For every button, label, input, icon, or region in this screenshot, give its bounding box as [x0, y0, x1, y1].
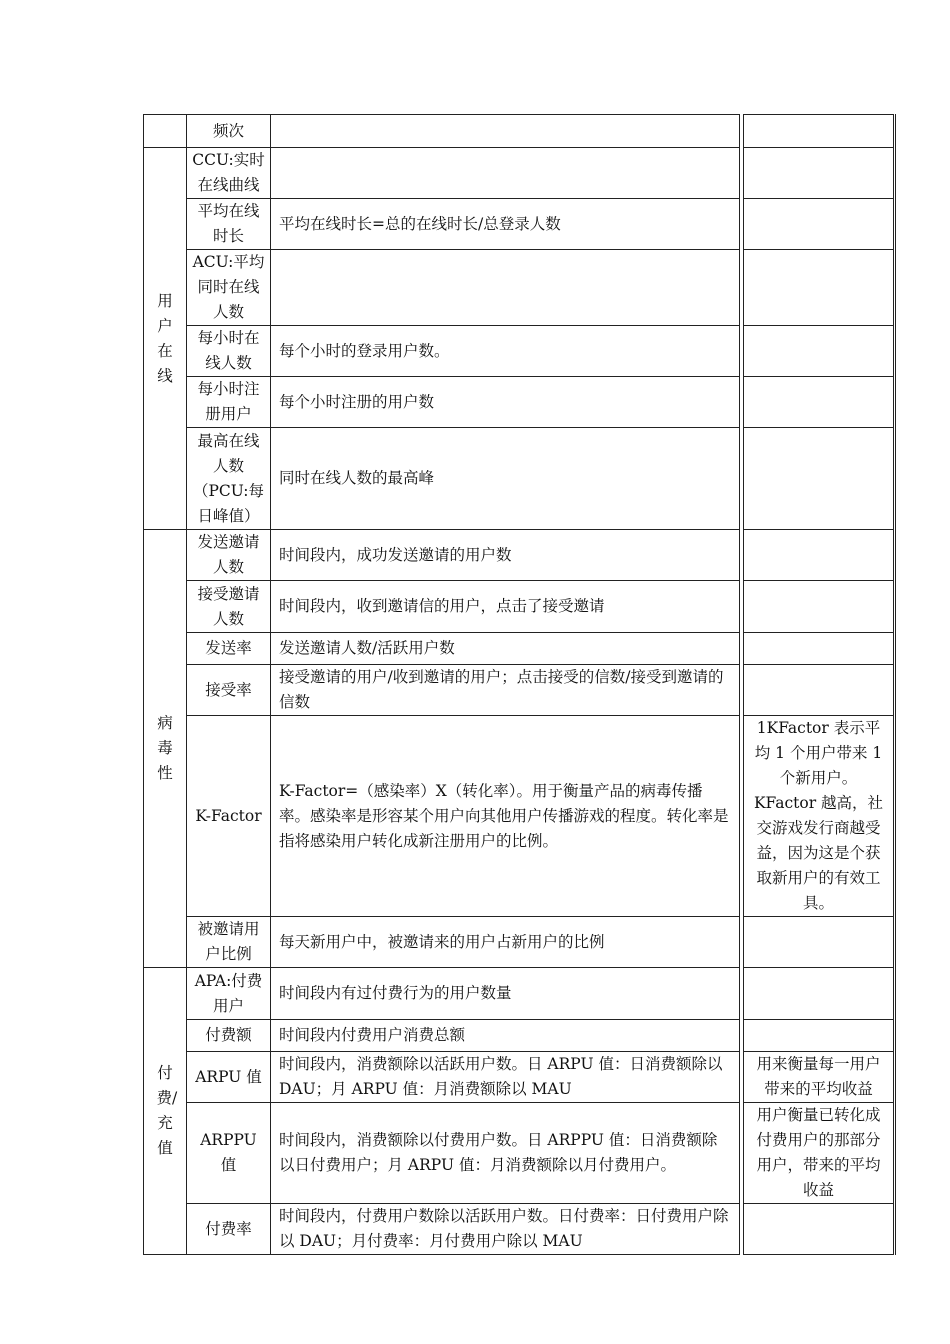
metric-name: 接受邀请人数	[187, 581, 271, 633]
metric-note	[744, 326, 895, 377]
metric-definition: 时间段内，消费额除以付费用户数。日 ARPPU 值：日消费额除以日付费用户；月 ARPU 值：月消费额除以月付费用户。	[271, 1103, 740, 1204]
metric-name: 发送率	[187, 633, 271, 665]
metric-note	[744, 530, 895, 581]
metric-note	[744, 633, 895, 665]
metric-name: CCU:实时在线曲线	[187, 148, 271, 199]
metric-note	[744, 199, 895, 250]
metric-note: 用户衡量已转化成付费用户的那部分用户，带来的平均收益	[744, 1103, 895, 1204]
metric-definition: 发送邀请人数/活跃用户数	[271, 633, 740, 665]
table-row	[144, 1103, 895, 1204]
table-row	[144, 377, 895, 428]
metric-name: 接受率	[187, 665, 271, 716]
table-row	[144, 326, 895, 377]
table-row	[144, 917, 895, 968]
metric-name: APA:付费用户	[187, 968, 271, 1020]
table-row	[144, 665, 895, 716]
table-row	[144, 1052, 895, 1103]
metric-name: 发送邀请人数	[187, 530, 271, 581]
metric-name: ARPPU 值	[187, 1103, 271, 1204]
metric-definition: 时间段内付费用户消费总额	[271, 1020, 740, 1052]
table-row	[144, 716, 895, 917]
metric-definition	[271, 148, 740, 199]
table-row	[144, 581, 895, 633]
table-row	[144, 199, 895, 250]
metric-definition	[271, 250, 740, 326]
metric-name: 被邀请用户比例	[187, 917, 271, 968]
table-row	[144, 115, 895, 148]
table-row	[144, 530, 895, 581]
metric-definition: 时间段内，成功发送邀请的用户数	[271, 530, 740, 581]
table-row	[144, 250, 895, 326]
metric-note	[744, 377, 895, 428]
metric-definition: 接受邀请的用户/收到邀请的用户；点击接受的信数/接受到邀请的信数	[271, 665, 740, 716]
metric-definition: 每天新用户中，被邀请来的用户占新用户的比例	[271, 917, 740, 968]
metric-note: 用来衡量每一用户带来的平均收益	[744, 1052, 895, 1103]
metric-note	[744, 968, 895, 1020]
category-cell	[144, 115, 187, 148]
metric-definition: 时间段内，付费用户数除以活跃用户数。日付费率：日付费用户除以 DAU；月付费率：月付费用户除以 MAU	[271, 1204, 740, 1255]
metric-definition: 时间段内，消费额除以活跃用户数。日 ARPU 值：日消费额除以 DAU；月 ARPU 值：月消费额除以 MAU	[271, 1052, 740, 1103]
metric-note	[744, 148, 895, 199]
metric-name: 每小时注册用户	[187, 377, 271, 428]
metric-note	[744, 1020, 895, 1052]
metrics-table	[143, 114, 896, 1255]
metric-definition	[271, 115, 740, 148]
metric-name: 平均在线时长	[187, 199, 271, 250]
metric-name: ARPU 值	[187, 1052, 271, 1103]
metric-name: 频次	[187, 115, 271, 148]
metric-note	[744, 917, 895, 968]
metric-definition: 同时在线人数的最高峰	[271, 428, 740, 530]
metric-note	[744, 428, 895, 530]
metric-definition: 平均在线时长=总的在线时长/总登录人数	[271, 199, 740, 250]
metric-definition: 时间段内，收到邀请信的用户，点击了接受邀请	[271, 581, 740, 633]
table-row	[144, 1204, 895, 1255]
category-user-online: 用户在线	[144, 148, 187, 530]
metric-note	[744, 115, 895, 148]
metric-name: 每小时在线人数	[187, 326, 271, 377]
metric-definition: 每个小时的登录用户数。	[271, 326, 740, 377]
metric-name: 付费额	[187, 1020, 271, 1052]
metric-definition: 时间段内有过付费行为的用户数量	[271, 968, 740, 1020]
table-row	[144, 633, 895, 665]
metric-definition: 每个小时注册的用户数	[271, 377, 740, 428]
metric-definition: K-Factor=（感染率）X（转化率）。用于衡量产品的病毒传播率。感染率是形容某个用户向其他用户传播游戏的程度。转化率是指将感染用户转化成新注册用户的比例。	[271, 716, 740, 917]
metric-name: K-Factor	[187, 716, 271, 917]
metric-name: 最高在线人数（PCU:每日峰值）	[187, 428, 271, 530]
table-row	[144, 968, 895, 1020]
metric-note	[744, 250, 895, 326]
metric-note	[744, 665, 895, 716]
category-payment: 付费/充值	[144, 968, 187, 1255]
metric-note	[744, 581, 895, 633]
metric-note: 1KFactor 表示平均 1 个用户带来 1 个新用户。KFactor 越高，社交游戏发行商越受益，因为这是个获取新用户的有效工具。	[744, 716, 895, 917]
category-virality: 病毒性	[144, 530, 187, 968]
table-row	[144, 148, 895, 199]
metric-name: 付费率	[187, 1204, 271, 1255]
metric-name: ACU:平均同时在线人数	[187, 250, 271, 326]
metric-note	[744, 1204, 895, 1255]
table-row	[144, 428, 895, 530]
table-row	[144, 1020, 895, 1052]
